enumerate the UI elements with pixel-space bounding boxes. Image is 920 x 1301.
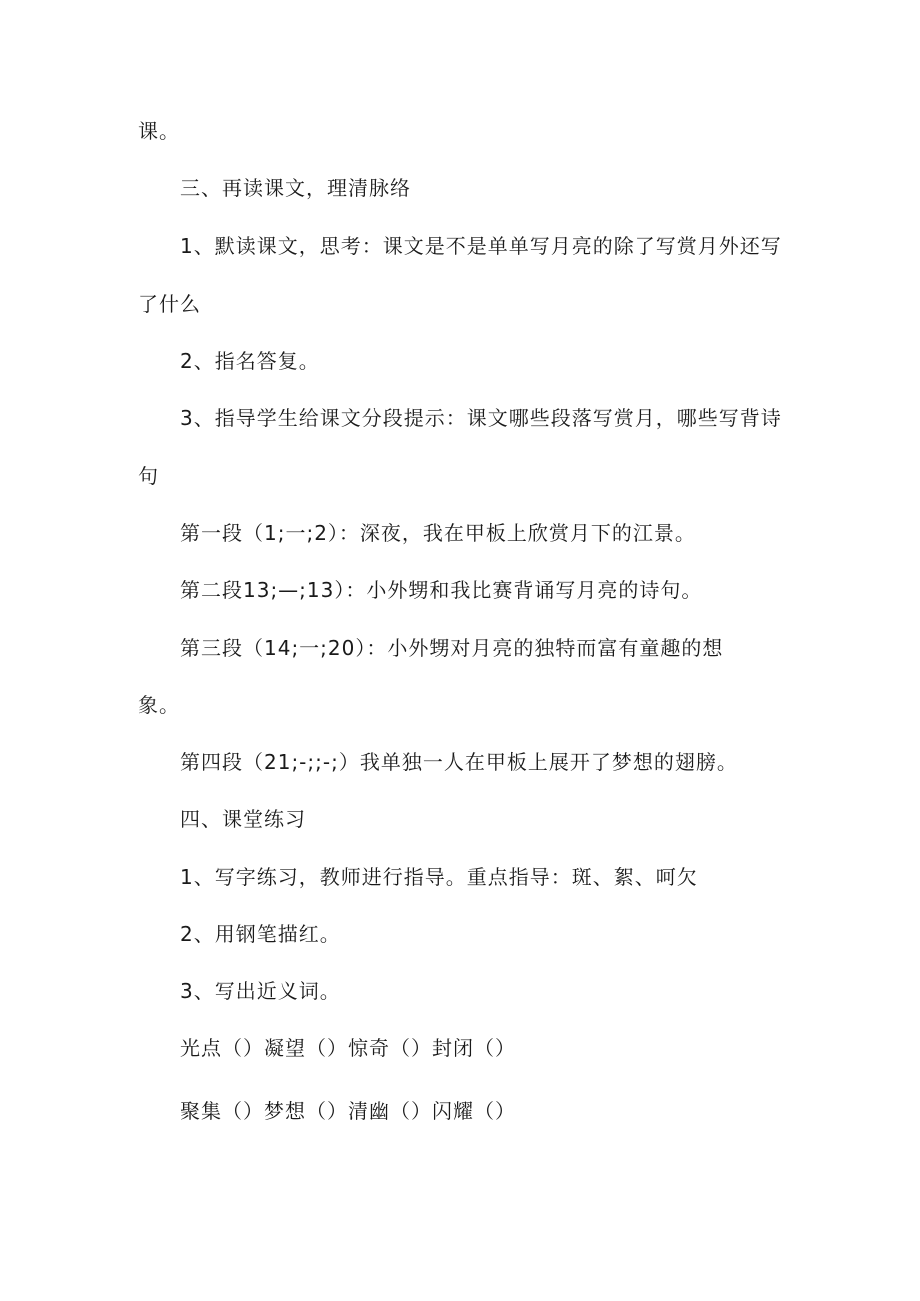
paragraph-section-2: 第二段13;—;13）：小外甥和我比赛背诵写月亮的诗句。	[180, 578, 703, 602]
text-line-item-2: 2、指名答复。	[180, 349, 320, 373]
exercise-item-2: 2、用钢笔描红。	[180, 922, 341, 946]
text-line-continuation-2: 了什么	[138, 292, 201, 316]
synonym-row-2: 聚集（）梦想（）清幽（）闪耀（）	[180, 1099, 516, 1123]
text-line-item-3: 3、指导学生给课文分段提示：课文哪些段落写赏月，哪些写背诗	[180, 406, 782, 430]
exercise-item-3: 3、写出近义词。	[180, 979, 341, 1003]
text-line-item-1: 1、默读课文，思考：课文是不是单单写月亮的除了写赏月外还写	[180, 234, 782, 258]
text-line-continuation-3: 句	[138, 464, 159, 488]
section-heading-3: 三、再读课文，理清脉络	[180, 176, 411, 200]
text-line-continuation-4: 象。	[138, 693, 180, 717]
exercise-item-1: 1、写字练习，教师进行指导。重点指导：斑、絮、呵欠	[180, 865, 698, 889]
text-line-continuation-1: 课。	[138, 119, 180, 143]
section-heading-4: 四、课堂练习	[180, 807, 306, 831]
synonym-row-1: 光点（）凝望（）惊奇（）封闭（）	[180, 1036, 516, 1060]
paragraph-section-4: 第四段（21;-;;-;）我单独一人在甲板上展开了梦想的翅膀。	[180, 750, 738, 774]
paragraph-section-3: 第三段（14;一;20）：小外甥对月亮的独特而富有童趣的想	[180, 636, 724, 660]
paragraph-section-1: 第一段（1;一;2）：深夜，我在甲板上欣赏月下的江景。	[180, 521, 696, 545]
